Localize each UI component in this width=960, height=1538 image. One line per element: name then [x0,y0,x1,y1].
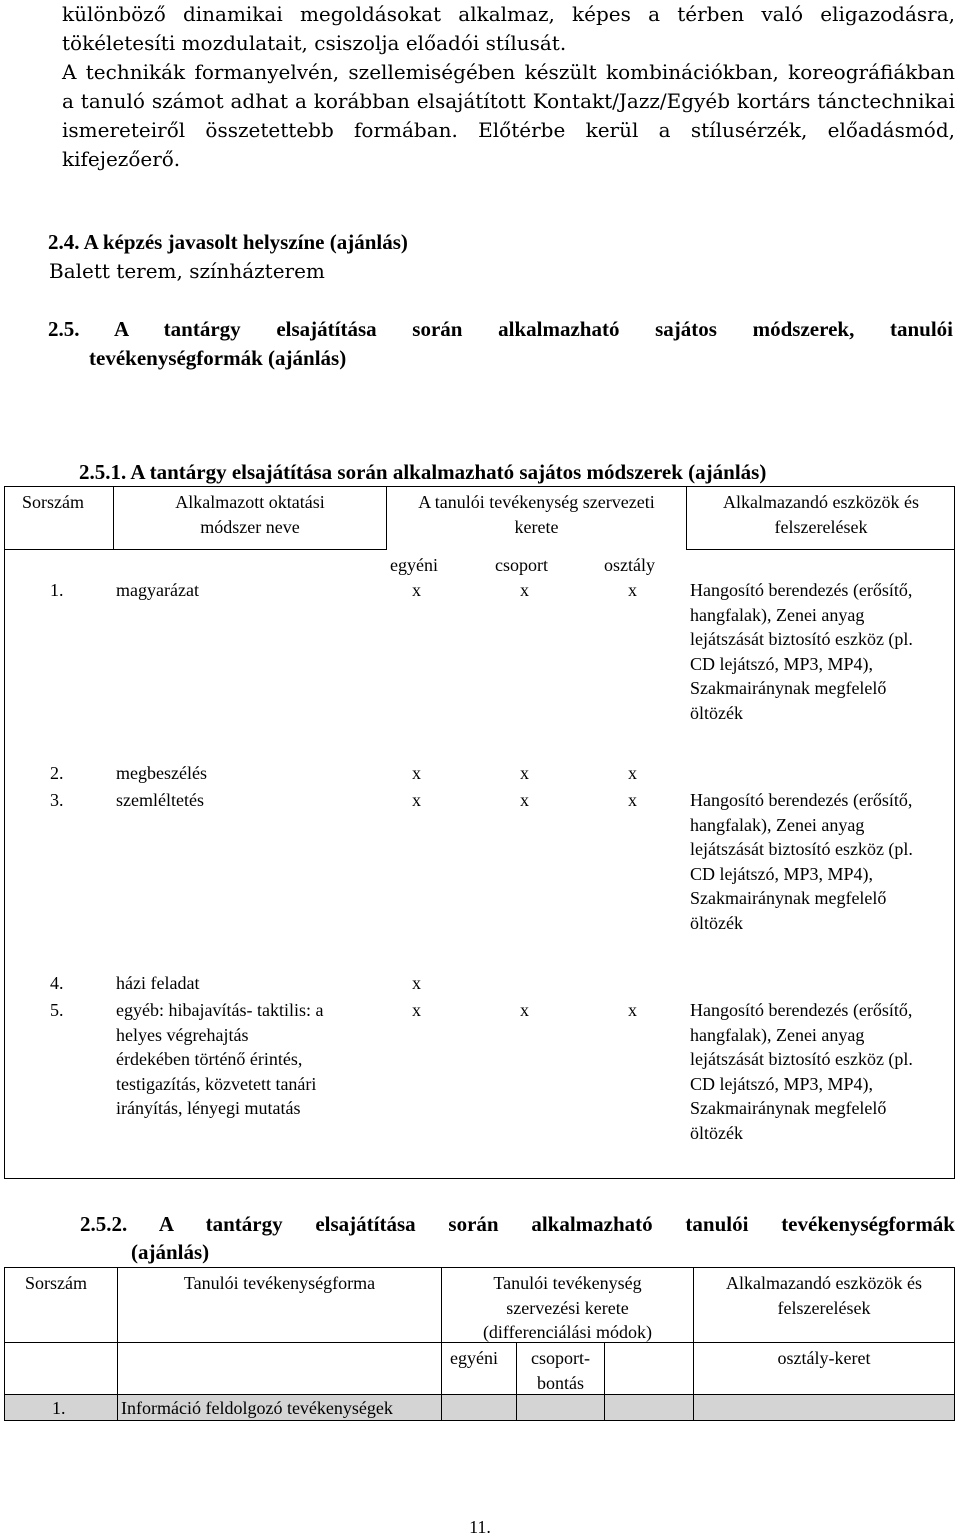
mark-csoport: x [520,1000,529,1020]
col-header-method: Alkalmazott oktatási módszer neve [175,492,325,537]
text-line: kifejezőerő. [62,147,181,171]
mark-osztaly: x [628,580,637,600]
mark-csoport: x [520,763,529,783]
col-header-tools: Alkalmazandó eszközök és felszerelések [723,492,919,537]
table-row-num: 5. [50,1000,64,1020]
col-header-frame: A tanulói tevékenység szervezeti kerete [418,492,655,537]
text-line: ismereteiről összetettebb formában. Előtérbe kerül a stílusérzék, előadásmód, [62,118,955,142]
text-line: különböző dinamikai megoldásokat alkalmaz, képes a térben való eligazodásra, [62,2,955,26]
page-number: 11. [469,1517,491,1537]
table-row-tools: Hangosító berendezés (erősítő, hangfalak), Zenei anyag lejátszását biztosító eszköz (pl. CD lejátszó, MP3, MP4), Szakmairánynak megfelelő öltözék [690,1000,913,1143]
section-heading-2-5-2-cont: (ajánlás) [131,1240,210,1264]
col-header-frame: Tanulói tevékenység szervezési kerete (differenciálási módok) [482,1273,653,1342]
intro-paragraph [62,0,955,174]
col-header-tools: Alkalmazandó eszközök és felszerelések [726,1273,922,1318]
mark-osztaly: x [628,790,637,810]
mark-osztaly: x [628,763,637,783]
subheader-csoport: csoport [495,555,548,575]
col-header-activity: Tanulói tevékenységforma [183,1273,376,1293]
table-row-activity: Információ feldolgozó tevékenységek [121,1398,393,1418]
subheader-egyeni: egyéni [390,555,438,575]
mark-csoport: x [520,580,529,600]
mark-csoport: x [520,790,529,810]
mark-egyeni: x [412,1000,421,1020]
section-heading-2-5: 2.5. A tantárgy elsajátítása során alkalmazható sajátos módszerek, tanulói [48,317,953,341]
mark-egyeni: x [412,763,421,783]
table-row-method: magyarázat [116,580,199,600]
section-heading-2-4: 2.4. A képzés javasolt helyszíne (ajánlás) [48,230,408,254]
table-row-tools: Hangosító berendezés (erősítő, hangfalak), Zenei anyag lejátszását biztosító eszköz (pl. CD lejátszó, MP3, MP4), Szakmairánynak megfelelő öltözék [690,580,913,723]
text-line: tökéletesíti mozdulatait, csiszolja előadói stílusát. [62,31,567,55]
mark-egyeni: x [412,973,421,993]
subheader-csoportbontas: csoport- bontás [531,1348,590,1393]
mark-osztaly: x [628,1000,637,1020]
section-heading-2-5-cont: tevékenységformák (ajánlás) [89,346,347,370]
section-heading-2-5-2: 2.5.2. A tantárgy elsajátítása során alkalmazható tanulói tevékenységformák [80,1212,955,1236]
mark-egyeni: x [412,790,421,810]
table-row-method: egyéb: hibajavítás- taktilis: a helyes végrehajtás érdekében történő érintés, testigazítás, közvetett tanári irányítás, lényegi mutatás [116,1000,324,1118]
table-row-num: 1. [50,580,64,600]
table-row-method: szemléltetés [116,790,204,810]
table-row-num: 2. [50,763,64,783]
table-row-method: házi feladat [116,973,200,993]
table-row-tools: Hangosító berendezés (erősítő, hangfalak), Zenei anyag lejátszását biztosító eszköz (pl. CD lejátszó, MP3, MP4), Szakmairánynak megfelelő öltözék [690,790,913,933]
text-line: a tanuló számot adhat a korábban elsajátított Kontakt/Jazz/Egyéb kortárs tánctechnikai [62,89,955,113]
mark-egyeni: x [412,580,421,600]
table-row-num: 1. [52,1398,66,1418]
table-row-num: 4. [50,973,64,993]
table-row-num: 3. [50,790,64,810]
table-row-method: megbeszélés [116,763,207,783]
text-line: A technikák formanyelvén, szellemiségében készült kombinációkban, koreográfiákban [62,60,955,84]
venue-text: Balett terem, színházterem [49,259,325,283]
subheader-osztaly-keret: osztály-keret [777,1348,871,1368]
subheader-egyeni: egyéni [450,1348,498,1368]
section-heading-2-5-1: 2.5.1. A tantárgy elsajátítása során alkalmazható sajátos módszerek (ajánlás) [79,460,767,484]
subheader-osztaly: osztály [604,555,655,575]
col-header-sorszam: Sorszám [22,492,84,512]
col-header-sorszam: Sorszám [25,1273,87,1293]
